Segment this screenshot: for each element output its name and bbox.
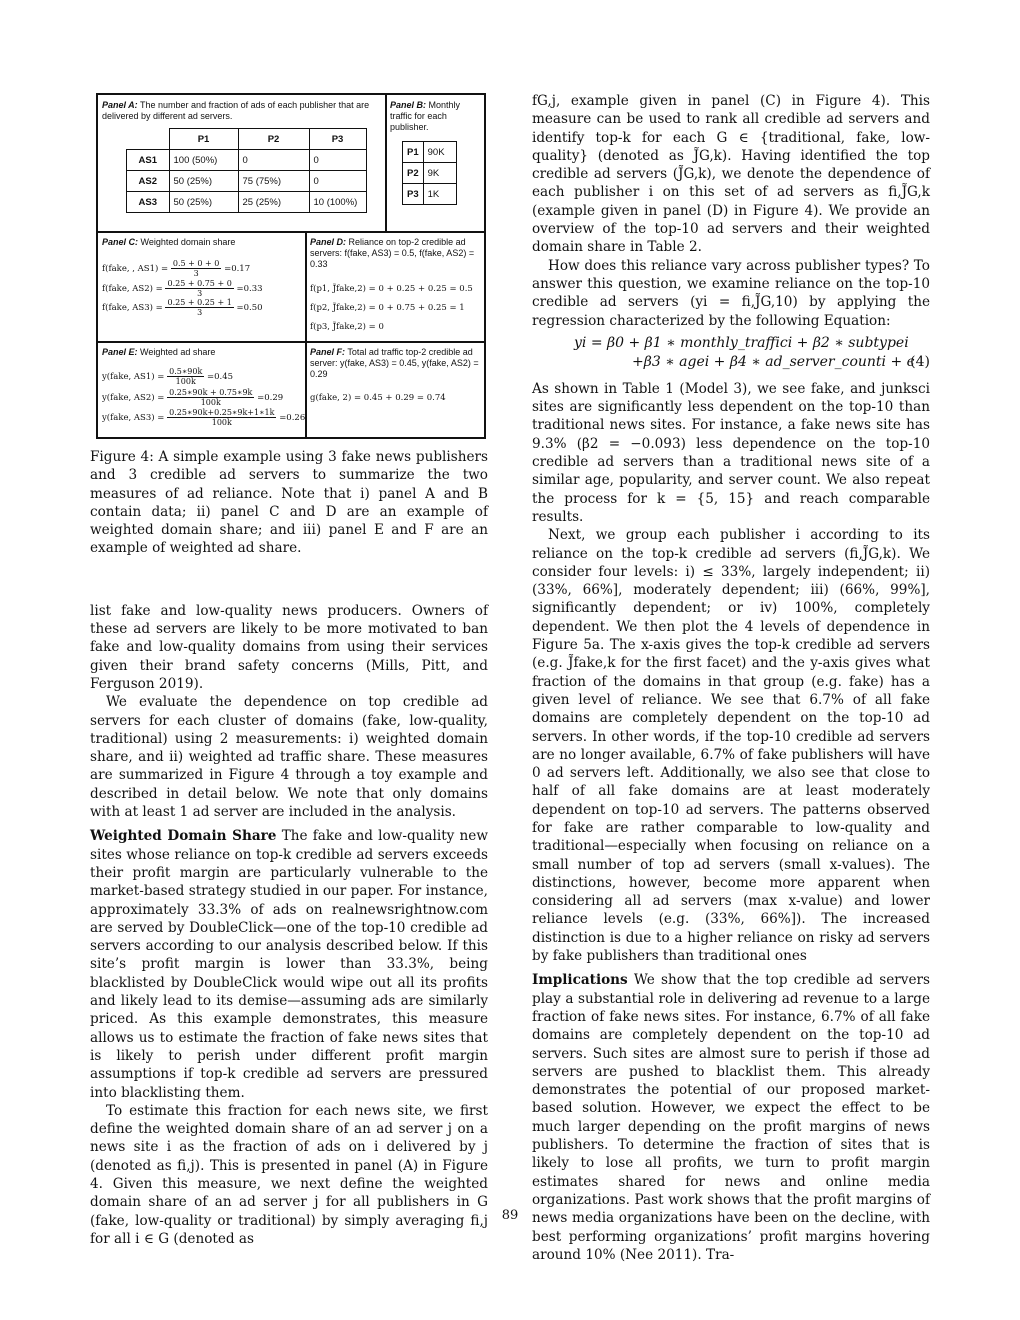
panel-f-title: Panel F: — [310, 347, 346, 357]
table-cell — [127, 129, 170, 150]
paragraph: We evaluate the dependence on top credible ad servers for each cluster of domains (fake, low-quality, traditional) using 2 measurements: i) weighted domain share, and ii) weighted ad traffic share. These measures are summarized in Figure 4 through a toy example and described in detail below. We note that only domains with at least 1 ad server are included in the analysis. — [90, 694, 488, 821]
table-row — [403, 184, 457, 205]
table-header: P1 — [169, 129, 238, 150]
table-cell: 10 (100%) — [309, 192, 366, 213]
panel-a — [102, 100, 382, 213]
panel-e — [102, 347, 306, 435]
equation-line: +β3 ∗ agei + β4 ∗ ad_server_counti + ϵ — [632, 353, 915, 370]
panel-f — [310, 347, 480, 435]
table-cell: 1K — [423, 184, 456, 205]
table-row — [403, 163, 457, 184]
divider — [98, 231, 484, 233]
table-row — [403, 142, 457, 163]
table-cell: AS1 — [127, 150, 170, 171]
table-cell: 90K — [423, 142, 456, 163]
formula: f(fake, AS3) = $\frac{0.25 + 0.25 + 1}{3}$ =0.50 — [102, 298, 263, 317]
panel-a-table — [126, 128, 367, 213]
panel-b — [390, 100, 480, 205]
table-cell: AS2 — [127, 171, 170, 192]
table-cell: AS3 — [127, 192, 170, 213]
table-cell: 0 — [309, 150, 366, 171]
paragraph: To estimate this fraction for each news site, we first define the weighted domain share of an ad server j on a news site i as the fraction of ads on i delivered by j (denoted as fi,j). This is presented in panel (A) in Figure 4. Given this measure, we next define the weighted domain share of an ad server j for all publishers in G (fake, low-quality or traditional) by simply averaging fi,j for all i ∈ G (denoted as — [90, 1102, 488, 1247]
table-row — [127, 192, 367, 213]
figure-caption: Figure 4: A simple example using 3 fake news publishers and 3 credible ad servers to summarize the two measures of ad reliance. Note that i) panel A and B contain data; ii) panel C and D are an example of weighted domain share; and iii) panel E and F are an example of weighted ad share. — [90, 449, 488, 557]
paragraph: Weighted Domain Share The fake and low-quality new sites whose reliance on top-k credible ad servers exceeds their profit margin are particularly vulnerable to the market-based strategy studied in our paper. For instance, approximately 33.3% of ads on realnewsrightnow.com are served by DoubleClick—one of the top-10 credible ad servers according to our analysis described below. If this site’s profit margin is lower than 33.3%, being blacklisted by DoubleClick would wipe out all its profits and likely lead to its demise—assuming ads are similarly priced. As this example demonstrates, this measure allows us to estimate the fraction of fake news sites that is likely to perish under different profit margin assumptions if top-k credible ad servers are pressured into blacklisting them. — [90, 828, 488, 1101]
formula: f(fake, , AS1) = $\frac{0.5 + 0 + 0}{3}$ =0.17 — [102, 259, 251, 278]
table-cell: 25 (25%) — [238, 192, 309, 213]
panel-e-title: Panel E: — [102, 347, 138, 357]
formula: y(fake, AS3) = $\frac{0.25∗90k+0.25∗9k+1∗1k}{100k}$ =0.26 — [102, 408, 306, 427]
formula: g(fake, 2) = 0.45 + 0.29 = 0.74 — [310, 393, 446, 403]
equation-number: (4) — [910, 353, 930, 370]
panel-c — [102, 237, 302, 337]
table-cell: 75 (75%) — [238, 171, 309, 192]
right-column — [532, 92, 930, 1264]
panel-d-desc: Reliance on top-2 credible ad servers: f(fake, AS3) = 0.5, f(fake, AS2) = 0.33 — [310, 237, 475, 269]
figure-4 — [96, 93, 486, 439]
section-heading: Implications — [532, 972, 628, 989]
formula: f(p1, J̃fake,2) = 0 + 0.25 + 0.25 = 0.5 — [310, 284, 473, 294]
table-cell: 0 — [309, 171, 366, 192]
panel-d-title: Panel D: — [310, 237, 347, 247]
divider — [98, 341, 484, 343]
formula: y(fake, AS2) = $\frac{0.25∗90k + 0.75∗9k}{100k}$ =0.29 — [102, 388, 284, 407]
panel-f-desc: Total ad traffic top-2 credible ad server: y(fake, AS3) = 0.45, y(fake, AS2) = 0.29 — [310, 347, 479, 379]
table-cell: 0 — [238, 150, 309, 171]
divider — [305, 231, 307, 437]
panel-c-title: Panel C: — [102, 237, 139, 247]
divider — [385, 95, 387, 231]
table-cell: P1 — [403, 142, 424, 163]
panel-e-desc: Weighted ad share — [140, 347, 216, 357]
formula: f(p2, J̃fake,2) = 0 + 0.75 + 0.25 = 1 — [310, 303, 465, 313]
left-column — [90, 448, 488, 1248]
table-header: P3 — [309, 129, 366, 150]
section-heading: Weighted Domain Share — [90, 828, 277, 845]
panel-d — [310, 237, 480, 337]
equation-4 — [532, 334, 930, 374]
formula: f(fake, AS2) = $\frac{0.25 + 0.75 + 0}{3}$ =0.33 — [102, 279, 263, 298]
equation-line: yi = β0 + β1 ∗ monthly_traffici + β2 ∗ subtypei — [574, 334, 909, 351]
panel-c-desc: Weighted domain share — [140, 237, 236, 247]
panel-b-desc: Monthly traffic for each publisher. — [390, 100, 461, 132]
paragraph: As shown in Table 1 (Model 3), we see fake, and junksci sites are significantly less dependent on the top-10 than traditional news sites. For instance, a fake news site has 9.3% (β2 = −0.093) less dependence on the top-10 credible ad servers than a traditional news site of a similar age, popularity, and server count. We also repeat the process for k = {5, 15} and reach comparable results. — [532, 380, 930, 525]
paragraph: fG,j, example given in panel (C) in Figure 4). This measure can be used to rank all credible ad servers and identify top-k for each G ∈ {traditional, fake, low-quality} (denoted as J̃G,k). Having identified the top credible ad servers (J̃G,k), we denote the dependence of each publisher i on this set of ad servers as fi,J̃G,k (example given in panel (D) in Figure 4). We provide an overview of the top-10 ad servers and their weighted domain share in Table 2. — [532, 93, 930, 256]
panel-a-title: Panel A: — [102, 100, 138, 110]
table-cell: P3 — [403, 184, 424, 205]
table-header: P2 — [238, 129, 309, 150]
table-cell: 9K — [423, 163, 456, 184]
paragraph: Next, we group each publisher i according to its reliance on the top-k credible ad servers (fi,J̃G,k). We consider four levels: i) ≤ 33%, largely independent; ii) (33%, 66%], moderately dependent; iii) (66%, 99%], significantly dependent; or iv) 100%, completely dependent. We then plot the 4 levels of dependence in Figure 5a. The x-axis gives the top-k credible ad servers (e.g. J̃fake,k for the first facet) and the y-axis gives what fraction of the domains in that group (e.g. fake) has a given level of reliance. We see that 6.7% of all fake domains are completely dependent on the top-10 ad servers. In other words, if the top-10 credible ad servers are no longer available, 6.7% of fake publishers will have 0 ad servers left. Additionally, we also see that close to half of all fake domains are at least moderately dependent on top-10 ad servers. The patterns observed for fake are rather comparable to low-quality and traditional—especially when focusing on reliance on a small number of top ad servers (small x-values). The distinctions, however, become more apparent when considering all ad servers (max x-value) and lower reliance levels (e.g. (33%, 66%]). The increased distinction is due to a higher reliance on risky ad servers by fake publishers than traditional ones — [532, 527, 930, 965]
panel-b-title: Panel B: — [390, 100, 427, 110]
table-cell: P2 — [403, 163, 424, 184]
panel-a-desc: The number and fraction of ads of each publisher that are delivered by different ad servers. — [102, 100, 370, 121]
table-row — [127, 171, 367, 192]
table-cell: 100 (50%) — [169, 150, 238, 171]
paragraph: Implications We show that the top credible ad servers play a substantial role in delivering ad revenue to a large fraction of fake news sites. For instance, 6.7% of all fake domains are completely dependent on the top-10 ad servers. Such sites are almost sure to perish if those ad servers are pushed to blacklist them. This already demonstrates the potential of our proposed market-based solution. However, we expect the effect to be much larger depending on the profit margins of news publishers. To determine the fraction of sites that is likely to lose all profits, we turn to profit margin estimates shared for news and online media organizations. Past work shows that the profit margins of news media organizations have been on the decline, with best performing organizations’ profit margins hovering around 10% (Nee 2011). Tra- — [532, 972, 930, 1263]
paragraph: How does this reliance vary across publisher types? To answer this question, we examine reliance on the top-10 credible ad servers (yi = fi,J̃G,10) by applying the regression characterized by the following Equation: — [532, 257, 930, 329]
table-row — [127, 150, 367, 171]
table-cell: 50 (25%) — [169, 171, 238, 192]
formula: y(fake, AS1) = $\frac{0.5∗90k}{100k}$ =0.45 — [102, 367, 234, 386]
page-number: 89 — [501, 1208, 519, 1223]
table-cell: 50 (25%) — [169, 192, 238, 213]
paragraph: list fake and low-quality news producers. Owners of these ad servers are likely to be more motivated to ban fake and low-quality domains from using their services given their brand safety concerns (Mills, Pitt, and Ferguson 2019). — [90, 602, 488, 692]
formula: f(p3, J̃fake,2) = 0 — [310, 322, 384, 332]
panel-b-table — [402, 141, 457, 205]
